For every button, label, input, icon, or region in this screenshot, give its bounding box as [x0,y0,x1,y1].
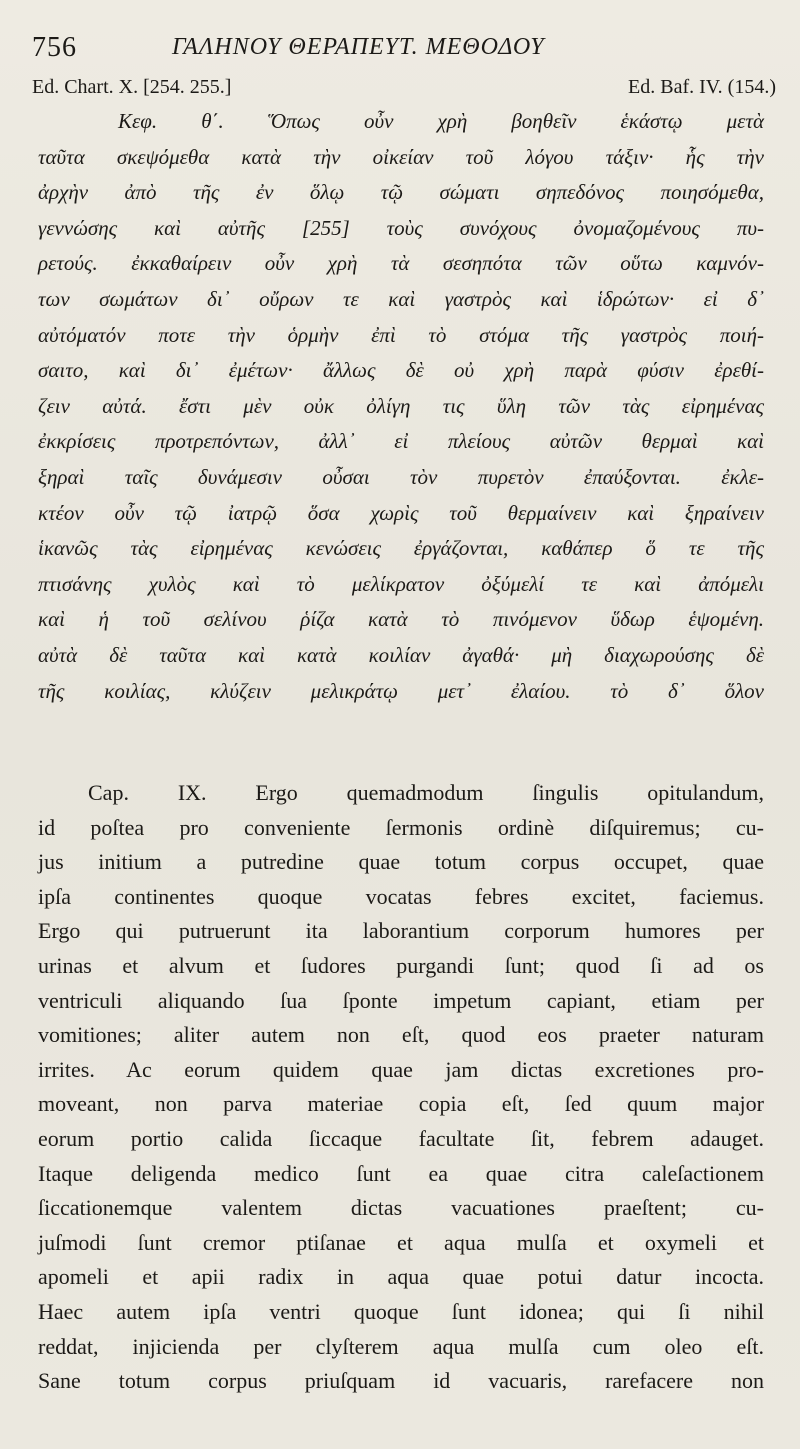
greek-line: κτέον οὖν τῷ ἰατρῷ ὅσα χωρὶς τοῦ θερμαίνειν καὶ ξηραίνειν [38,500,764,525]
greek-line: ἀρχὴν ἀπὸ τῆς ἐν ὅλῳ τῷ σώματι σηπεδόνος ποιησόμεθα, [38,180,764,205]
greek-line: τῆς κοιλίας, κλύζειν μελικράτῳ μετ᾽ ἐλαίου. τὸ δ᾽ ὅλον [38,678,764,703]
greek-line: αὐτόματόν ποτε τὴν ὁρμὴν ἐπὶ τὸ στόμα τῆς γαστρὸς ποιή- [38,322,764,347]
latin-line: ſiccationemque valentem dictas vacuationes praeſtent; cu- [38,1195,764,1221]
latin-line: moveant, non parva materiae copia eſt, ſed quum major [38,1091,764,1117]
greek-line: γεννώσης καὶ αὐτῆς [255] τοὺς συνόχους ὀνομαζομένους πυ- [38,215,764,240]
greek-line: ἱκανῶς τὰς εἰρημένας κενώσεις ἐργάζονται, καθάπερ ὅ τε τῆς [38,536,764,561]
greek-text-block [38,104,764,709]
greek-line: ζειν αὐτά. ἔστι μὲν οὐκ ὀλίγη τις ὕλη τῶν τὰς εἰρημένας [38,393,764,418]
latin-line: ipſa continentes quoque vocatas febres excitet, faciemus. [38,883,764,909]
greek-line: καὶ ἡ τοῦ σελίνου ῥίζα κατὰ τὸ πινόμενον ὕδωρ ἑψομένη. [38,607,764,632]
latin-line: irrites. Ac eorum quidem quae jam dictas excretiones pro- [38,1056,764,1082]
latin-line: vomitiones; aliter autem non eſt, quod eos praeter naturam [38,1022,764,1048]
latin-line: reddat, injicienda per clyſterem aqua mulſa cum oleo eſt. [38,1333,764,1359]
greek-line: των σωμάτων δι᾽ οὔρων τε καὶ γαστρὸς καὶ ἱδρώτων· εἰ δ᾽ [38,286,764,311]
latin-line: Itaque deligenda medico ſunt ea quae citra caleſactionem [38,1160,764,1186]
greek-line: Κεφ. θ΄. Ὅπως οὖν χρὴ βοηθεῖν ἑκάστῳ μετὰ [118,109,764,133]
latin-line: eorum portio calida ſiccaque facultate ſit, febrem adauget. [38,1125,764,1151]
edition-basel-reference: Ed. Baf. IV. (154.) [628,76,776,98]
edition-chartier-reference: Ed. Chart. X. [254. 255.] [32,76,232,98]
running-title: ΓΑΛΗΝΟΥ ΘΕΡΑΠΕΥΤ. ΜΕΘΟΔΟΥ [172,34,545,60]
greek-line: αὐτὰ δὲ ταῦτα καὶ κατὰ κοιλίαν ἀγαθά· μὴ διαχωρούσης δὲ [38,642,764,667]
latin-line: ventriculi aliquando ſua ſponte impetum capiant, etiam per [38,987,764,1013]
greek-line: ρετούς. ἐκκαθαίρειν οὖν χρὴ τὰ σεσηπότα τῶν οὕτω καμνόν- [38,251,764,276]
latin-line: Sane totum corpus priuſquam id vacuaris, rarefacere non [38,1368,764,1394]
latin-line: jus initium a putredine quae totum corpus occupet, quae [38,849,764,875]
latin-line: Haec autem ipſa ventri quoque ſunt idonea; qui ſi nihil [38,1298,764,1324]
latin-text-block [38,776,764,1399]
edition-references [32,76,776,102]
latin-line: juſmodi ſunt cremor ptiſanae et aqua mulſa et oxymeli et [38,1229,764,1255]
greek-line: ξηραὶ ταῖς δυνάμεσιν οὖσαι τὸν πυρετὸν ἐπαύξονται. ἐκλε- [38,464,764,489]
latin-line: id poſtea pro conveniente ſermonis ordinè diſquiremus; cu- [38,814,764,840]
greek-line: ταῦτα σκεψόμεθα κατὰ τὴν οἰκείαν τοῦ λόγου τάξιν· ἧς τὴν [38,144,764,169]
greek-line: πτισάνης χυλὸς καὶ τὸ μελίκρατον ὀξύμελί τε καὶ ἀπόμελι [38,571,764,596]
greek-line: σαιτο, καὶ δι᾽ ἐμέτων· ἄλλως δὲ οὐ χρὴ παρὰ φύσιν ἐρεθί- [38,358,764,383]
latin-line: apomeli et apii radix in aqua quae potui datur incocta. [38,1264,764,1290]
greek-line: ἐκκρίσεις προτρεπόντων, ἀλλ᾽ εἰ πλείους αὐτῶν θερμαὶ καὶ [38,429,764,454]
page-header [32,32,788,66]
latin-line: Ergo qui putruerunt ita laborantium corporum humores per [38,918,764,944]
latin-line: Cap. IX. Ergo quemadmodum ſingulis opitulandum, [88,780,764,805]
page-number: 756 [32,32,77,63]
latin-line: urinas et alvum et ſudores purgandi ſunt; quod ſi ad os [38,952,764,978]
